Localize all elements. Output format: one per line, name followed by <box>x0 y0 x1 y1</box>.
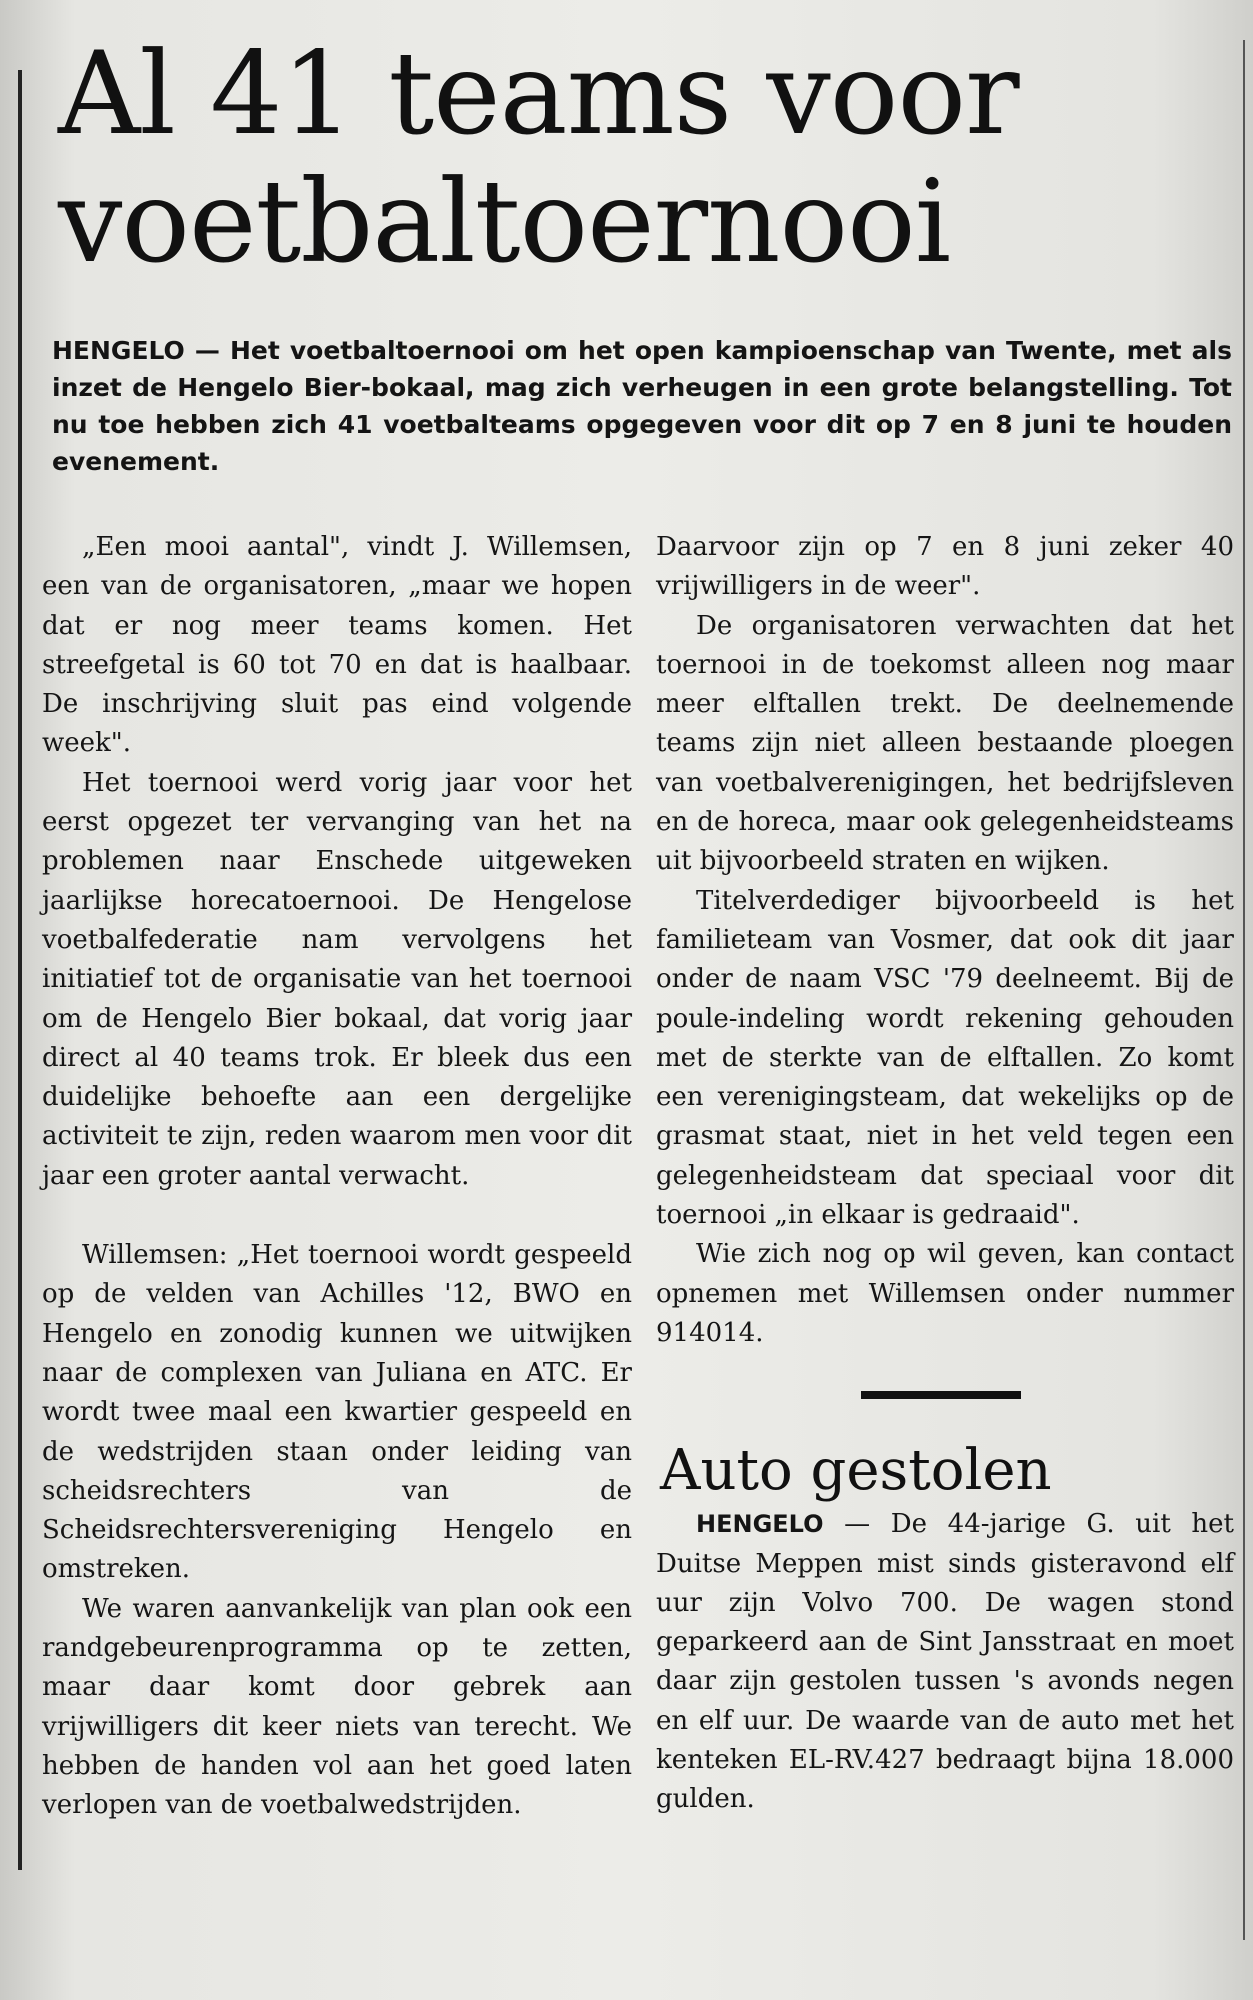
paragraph: Het toernooi werd vorig jaar voor het eerst opgezet ter vervanging van het na problemen naar Enschede uitgeweken jaarlijkse horecatoernooi. De Hengelose voetbalfederatie nam vervolgens het initiatief tot de organisatie van het toernooi om de Hengelo Bier bokaal, dat vorig jaar direct al 40 teams trok. Er bleek dus een duidelijke behoefte aan een dergelijke activiteit te zijn, reden waarom men voor dit jaar een groter aantal verwacht. <box>42 767 632 1191</box>
headline-line-1: Al 41 teams voor <box>58 27 1019 160</box>
clipping-left-edge <box>0 70 22 1870</box>
article-lead: HENGELO — Het voetbaltoernooi om het open kampioenschap van Twente, met als inzet de Hengelo Bier-bokaal, mag zich verheugen in een grote belangstelling. Tot nu toe hebben zich 41 voetbalteams opgegeven voor dit op 7 en 8 juni te houden evenement. <box>52 336 1232 476</box>
paragraph: Daarvoor zijn op 7 en 8 juni zeker 40 vrijwilligers in de weer". <box>656 532 1234 602</box>
paragraph: Willemsen: „Het toernooi wordt gespeeld op de velden van Achilles '12, BWO en Hengelo en zonodig kunnen we uitwijken naar de complexen van Juliana en ATC. Er wordt twee maal een kwartier gespeeld en de wedstrijden staan onder leiding van scheidsrechters van de Scheidsrechtersvereniging Hengelo en omstreken. <box>42 1240 632 1585</box>
paragraph: „Een mooi aantal", vindt J. Willemsen, een van de organisatoren, „maar we hopen dat er nog meer teams komen. Het streefgetal is 60 tot 70 en dat is haalbaar. De inschrijving sluit pas eind volgende week". <box>42 532 632 759</box>
article-headline <box>58 27 1208 288</box>
article-column-right <box>656 528 1234 1820</box>
paragraph: We waren aanvankelijk van plan ook een randgebeurenprogramma op te zetten, maar daar komt door gebrek aan vrijwilligers dit keer niets van terecht. We hebben de handen vol aan het goed laten verlopen van de voetbalwedstrijden. <box>42 1593 632 1821</box>
second-article-headline: Auto gestolen <box>660 1438 1052 1504</box>
paragraph: Titelverdediger bijvoorbeeld is het familieteam van Vosmer, dat ook dit jaar onder de naam VSC '79 deelneemt. Bij de poule-indeling wordt rekening gehouden met de sterkte van de elftallen. Zo komt een verenigingsteam, dat wekelijks op de grasmat staat, niet in het veld tegen een gelegenheidsteam dat speciaal voor dit toernooi „in elkaar is gedraaid". <box>656 885 1234 1231</box>
second-article-dateline: HENGELO <box>696 1510 824 1539</box>
article-column-left <box>42 528 632 1826</box>
section-divider <box>861 1391 1021 1399</box>
clipping-right-edge <box>1243 40 1245 1940</box>
paragraph: De organisatoren verwachten dat het toernooi in de toekomst alleen nog maar meer elftallen trekt. De deelnemende teams zijn niet alleen bestaande ploegen van voetbalverenigingen, het bedrijfsleven en de horeca, maar ook gelegenheidsteams uit bijvoorbeeld straten en wijken. <box>656 610 1234 877</box>
second-article-body <box>656 1505 1234 1819</box>
headline-line-2: voetbaltoernooi <box>58 155 951 288</box>
second-article-text: — De 44-jarige G. uit het Duitse Meppen mist sinds gisteravond elf uur zijn Volvo 700. De wagen stond geparkeerd aan de Sint Jansstraat en moet daar zijn gestolen tussen 's avonds negen en elf uur. De waarde van de auto met het kenteken EL-RV.427 bedraagt bijna 18.000 gulden. <box>656 1509 1235 1815</box>
paragraph: Wie zich nog op wil geven, kan contact opnemen met Willemsen onder nummer 914014. <box>656 1239 1234 1348</box>
